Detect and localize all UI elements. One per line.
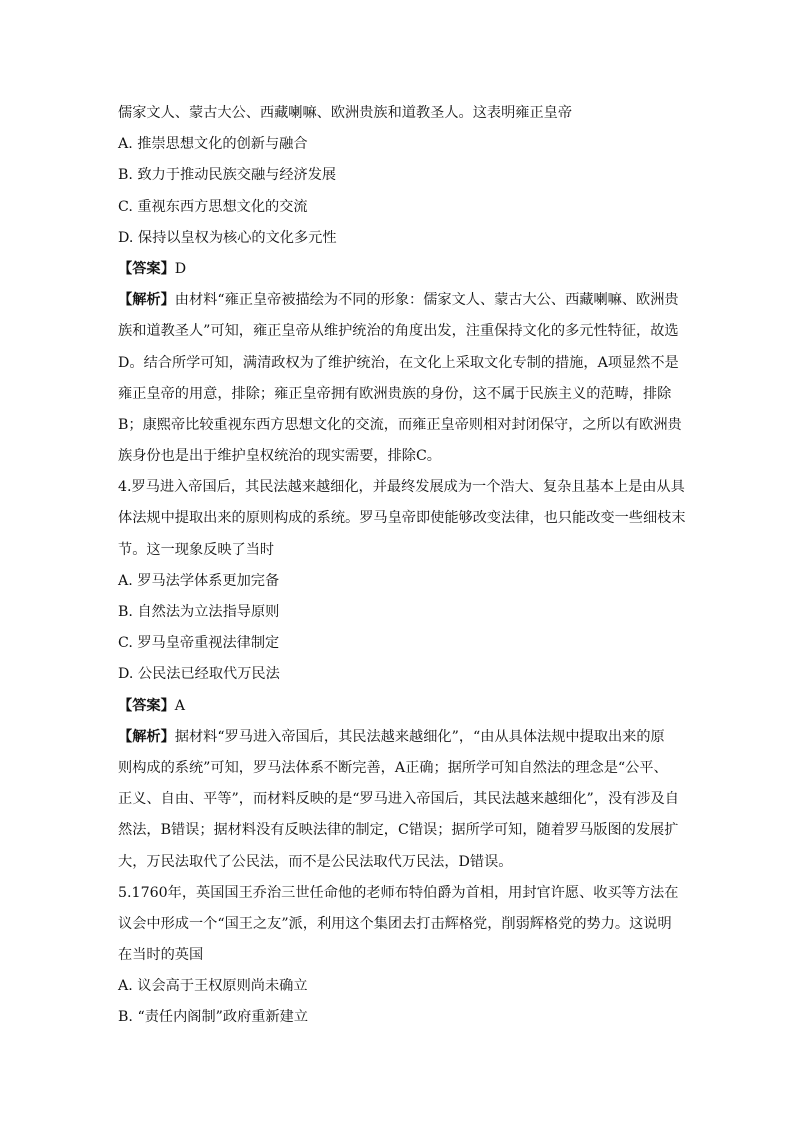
text-line: 则构成的系统”可知，罗马法体系不断完善，A正确；据所学可知自然法的理念是“公平、 [118, 759, 668, 776]
text-line: 大，万民法取代了公民法，而不是公民法取代万民法，D错误。 [118, 853, 513, 870]
analysis-line [118, 722, 678, 753]
option-a: A. 议会高于王权原则尚未确立 [118, 978, 308, 995]
option-b: B. 自然法为立法指导原则 [118, 604, 280, 620]
option-c: C. 重视东西方思想文化的交流 [118, 198, 308, 215]
question-4: 4.罗马进入帝国后，其民法越来越细化，并最终发展成为一个浩大、复杂且基本上是由从具 [118, 479, 685, 496]
question-5: 5.1760年，英国国王乔治三世任命他的老师布特伯爵为首相，用封官许愿、收买等方法在 [118, 884, 679, 901]
answer-line [118, 691, 678, 722]
option-a: A. 推崇思想文化的创新与融合 [118, 136, 308, 153]
text-line: 正义、自由、平等”，而材料反映的是“罗马进入帝国后，其民法越来越细化”，没有涉及自 [118, 791, 679, 808]
analysis-text: 由材料“雍正皇帝被描绘为不同的形象：儒家文人、蒙古大公、西藏喇嘛、欧洲贵 [174, 292, 679, 309]
text-line: 议会中形成一个“国王之友”派，利用这个集团去打击辉格党，削弱辉格党的势力。这说明 [118, 915, 672, 932]
analysis-text: 据材料“罗马进入帝国后，其民法越来越细化”，“由从具体法规中提取出来的原 [174, 728, 665, 745]
text-line: B；康熙帝比较重视东西方思想文化的交流，而雍正皇帝则相对封闭保守，之所以有欧洲贵 [118, 416, 682, 433]
option-a: A. 罗马法学体系更加完备 [118, 572, 280, 589]
option-b: B. 致力于推动民族交融与经济发展 [118, 167, 337, 184]
option-b: B. “责任内阁制”政府重新建立 [118, 1009, 309, 1026]
document-page [118, 98, 686, 1034]
option-d: D. 保持以皇权为核心的文化多元性 [118, 229, 337, 246]
answer-tag: 【答案】 [118, 697, 175, 714]
answer-line [118, 254, 678, 285]
answer-tag: 【答案】 [118, 260, 175, 277]
answer-value: A [174, 697, 186, 714]
text-line: 然法，B错误；据材料没有反映法律的制定，C错误；据所学可知，随着罗马版图的发展扩 [118, 822, 679, 839]
analysis-tag: 【解析】 [118, 728, 175, 745]
analysis-line [118, 285, 678, 316]
text-line: 节。这一现象反映了当时 [118, 541, 275, 558]
option-d: D. 公民法已经取代万民法 [118, 666, 280, 683]
answer-value: D [174, 260, 187, 277]
option-c: C. 罗马皇帝重视法律制定 [118, 635, 280, 652]
text-line: 族和道教圣人”可知，雍正皇帝从维护统治的角度出发，注重保持文化的多元性特征，故选 [118, 323, 679, 340]
text-line: 雍正皇帝的用意，排除；雍正皇帝拥有欧洲贵族的身份，这不属于民族主义的范畴，排除 [118, 385, 672, 402]
text-line: 在当时的英国 [118, 947, 204, 964]
text-line: 体法规中提取出来的原则构成的系统。罗马皇帝即使能够改变法律，也只能改变一些细枝末 [118, 510, 686, 527]
text-line: D。结合所学可知，满清政权为了维护统治，在文化上采取文化专制的措施，A项显然不是 [118, 354, 679, 371]
analysis-tag: 【解析】 [118, 292, 175, 309]
text-line: 族身份也是出于维护皇权统治的现实需要，排除C。 [118, 448, 441, 465]
text-line: 儒家文人、蒙古大公、西藏喇嘛、欧洲贵族和道教圣人。这表明雍正皇帝 [118, 105, 573, 121]
